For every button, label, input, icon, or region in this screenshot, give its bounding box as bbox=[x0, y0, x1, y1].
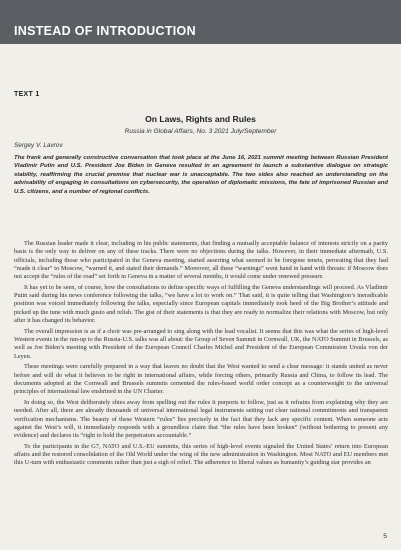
body-paragraph: It has yet to be seen, of course, how the consultations to define specific ways of fulfilling the Geneva understandings will proceed. As Vladimir Putin said during his news conference following the talks, “we have a lot to work on.” That said, it is quite telling that Washington’s ineradicable position was voiced immediately following the talks, especially since European capitals immediately took heed of the Big Brother’s attitude and picked up the tune with much gusto and relish. The gist of their statements is that they are ready to normalize their relations with Moscow, but only after it has changed its behavior. bbox=[14, 283, 388, 325]
body-paragraph: These meetings were carefully prepared in a way that leaves no doubt that the West wanted to send a clear message: it stands united as never before and will do what it believes to be right in international affairs, while forcing others, primarily Russia and China, to follow its lead. The documents adopted at the Cornwall and Brussels summits cemented the rules-based world order concept as a counterweight to the universal principles of international law enshrined in the UN Charter. bbox=[14, 363, 388, 396]
article-title: On Laws, Rights and Rules bbox=[145, 114, 256, 124]
chapter-title: INSTEAD OF INTRODUCTION bbox=[14, 24, 196, 38]
page-number: 5 bbox=[383, 533, 387, 540]
body-paragraph: In doing so, the West deliberately shies away from spelling out the rules it purports to follow, just as it refrains from explaining why they are needed. After all, there are already thousands of universal international legal instruments setting out clear national commitments and transparent verification mechanisms. The beauty of these Western “rules” lies precisely in the fact that they lack any specific content. When someone acts against the West’s will, it immediately responds with a groundless claim that “the rules have been broken” (without bothering to present any evidence) and declares its “right to hold the perpetrators accountable.” bbox=[14, 398, 388, 440]
body-paragraph: To the participants in the G7, NATO and U.S.-EU summits, this series of high-level events signaled the United States’ return into European affairs and the restored consolidation of the Old World under the wing of the new administration in Washington. Most NATO and EU members met this U-turn with enthusiastic comments rather than just a sigh of relief. The adherence to liberal values as humanity’s guiding star provides an bbox=[14, 442, 388, 467]
article-body bbox=[14, 240, 388, 470]
chapter-banner bbox=[0, 0, 401, 44]
article-author: Sergey V. Lavrov bbox=[14, 142, 63, 149]
article-source: Russia in Global Affairs, No. 3 2021 July/September bbox=[124, 128, 277, 135]
body-paragraph: The Russian leader made it clear, including in his public statements, that finding a mutually acceptable balance of interests strictly on a parity basis is the only way to deliver on any of these tracks. There were no objections during the talks. However, in their immediate aftermath, U.S. officials, including those who participated in the Geneva meeting, started asserting what seemed to be foregone tenets, perorating that they had “made it clear” to Moscow, “warned it, and stated their demands.” Moreover, all these “warnings” went hand in hand with threats: if Moscow does not accept the “rules of the road” set forth in Geneva in a matter of several months, it would come under renewed pressure. bbox=[14, 240, 388, 281]
section-label: TEXT 1 bbox=[14, 91, 40, 98]
article-lead: The frank and generally constructive conversation that took place at the June 16, 2021 summit meeting between Russian President Vladimir Putin and U.S. President Joe Biden in Geneva resulted in an agreement to launch a substantive dialogue on strategic stability, reaffirming the crucial premise that nuclear war is unacceptable. The two sides also reached an understanding on the advisability of engaging in consultations on cybersecurity, the operation of diplomatic missions, the fate of imprisoned Russian and U.S. citizens, and a number of regional conflicts. bbox=[14, 155, 388, 195]
body-paragraph: The overall impression is as if a choir was pre-arranged to sing along with the lead vocalist. It seems that this was what the series of high-level Western events in the run-up to the Russia-U.S. talks was all about: the Group of Seven Summit in Cornwall, UK, the NATO Summit in Brussels, as well as Joe Biden’s meeting with President of the European Council Charles Michel and President of the European Commission Ursula von der Leyen. bbox=[14, 327, 389, 360]
